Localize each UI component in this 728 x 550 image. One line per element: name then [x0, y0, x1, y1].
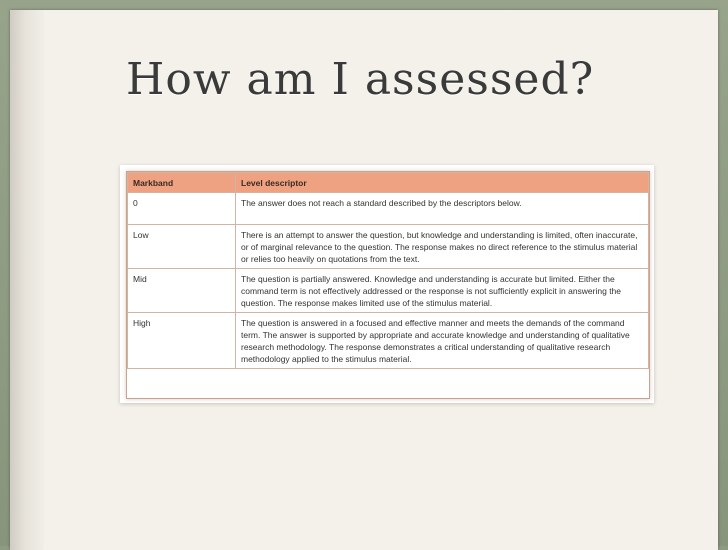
- page-spine: [10, 10, 44, 550]
- level-descriptor-header: Level descriptor: [236, 173, 649, 193]
- markband-table: [127, 172, 649, 369]
- descriptor-cell: The question is partially answered. Knowledge and understanding is accurate but limited. Either the command term is not effectively addressed or the response is not sufficiently explicit in answering the question. The response makes limited use of the stimulus material.: [236, 269, 649, 313]
- slide-title: How am I assessed?: [126, 54, 595, 105]
- rubric-table-frame: [126, 171, 650, 399]
- table-row: [128, 313, 649, 369]
- markband-header: Markband: [128, 173, 236, 193]
- markband-cell: Low: [128, 225, 236, 269]
- descriptor-cell: The answer does not reach a standard described by the descriptors below.: [236, 193, 649, 225]
- markband-cell: High: [128, 313, 236, 369]
- table-row: [128, 269, 649, 313]
- table-header-row: [128, 173, 649, 193]
- table-row: [128, 193, 649, 225]
- rubric-figure: [120, 165, 654, 403]
- descriptor-cell: The question is answered in a focused and effective manner and meets the demands of the command term. The answer is supported by appropriate and accurate knowledge and understanding of qualitative research methodology. The response demonstrates a critical understanding of qualitative research methodology applied to the stimulus material.: [236, 313, 649, 369]
- markband-cell: Mid: [128, 269, 236, 313]
- markband-cell: 0: [128, 193, 236, 225]
- table-row: [128, 225, 649, 269]
- descriptor-cell: There is an attempt to answer the question, but knowledge and understanding is limited, often inaccurate, or of marginal relevance to the question. The response makes no direct reference to the stimulus material or relies too heavily on quotations from the text.: [236, 225, 649, 269]
- notebook-page: [10, 10, 718, 550]
